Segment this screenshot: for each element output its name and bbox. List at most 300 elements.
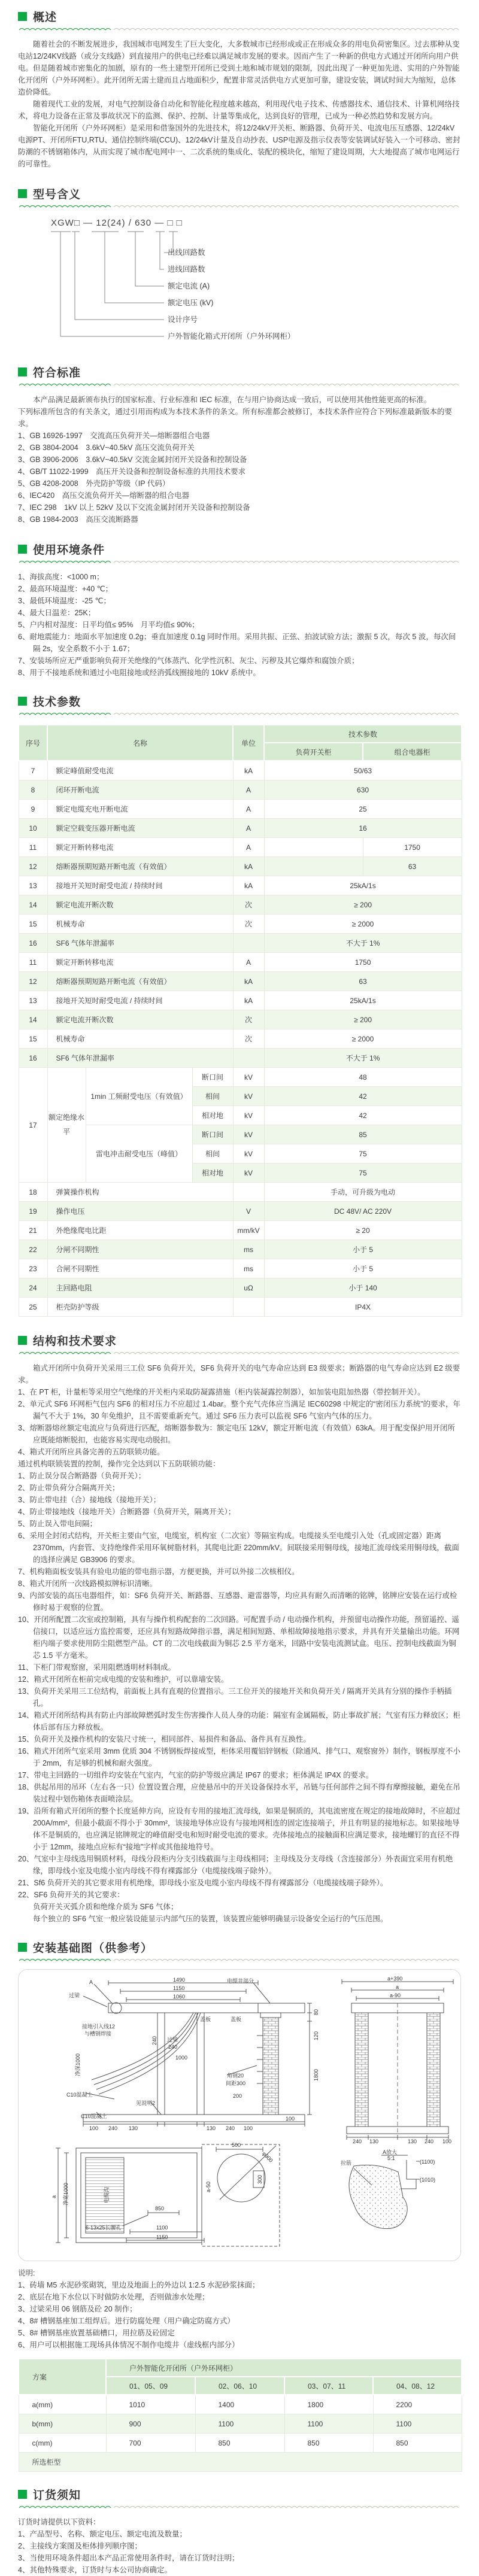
table-cell: 1750 (264, 953, 462, 972)
table-cell: 63 (363, 857, 462, 876)
ordering-intro-line (18, 2516, 461, 2528)
table-cell: 1010 (106, 2395, 195, 2414)
list-item: 2、GB 3804-2004 3.6kV~40.5kV 高压交流负荷开关 (18, 443, 195, 452)
page-section-title: 安装基础图（供参考） (33, 1942, 153, 1955)
diagram-label: 1060 (173, 1994, 186, 2000)
diagram-label: 240 (168, 2044, 178, 2050)
list-item: 3、熔断器熔丝额定电流应与负荷进行匹配，熔断器参数为：额定电压 12kV，额定开断电流（有效值）63kA。用于配变保护用开闭所应既能熔断脱扣，也能容易实现电动脱扣。 (18, 1424, 455, 1444)
wavy-divider (18, 203, 461, 209)
page-section-title: 结构和技术要求 (33, 1335, 117, 1348)
list-item: 下列标准所包含的有关条文，通过引用而构成为本技术条件的条文。所有标准都会被修订，本技术条件应符合下列标准最新版本的要求。 (18, 408, 453, 428)
diagram-label: 间距300 (226, 2080, 246, 2086)
table-cell: kA (233, 991, 264, 1010)
list-item: 15、负荷开关及操作机构的安装尺寸统一，相同部件、易损件和备品、备件具有互换性。 (18, 1735, 311, 1743)
table-cell (233, 1183, 264, 1202)
diagram-label: 电缆井部分 (227, 1978, 254, 1984)
list-item: 4、其他特殊要求，订货时与本公司协商确定。 (18, 2566, 172, 2574)
list-item: 7、机构箱面板安装具有验电功能的带电指示器，方便更换，并可以外接二次核相仪。 (18, 1568, 299, 1576)
table-cell: 柜壳防护等级 (47, 1298, 233, 1317)
diagram-label: 100 (286, 2116, 295, 2122)
table-cell: 9 (19, 800, 47, 819)
table-cell: 16 (19, 1049, 47, 1068)
table-header-cell: 03、07、11 (284, 2377, 373, 2395)
table-cell: 相对地 (192, 1164, 233, 1183)
table-cell: 额定电流开断次数 (47, 895, 233, 915)
table-row (19, 991, 462, 1010)
diagram-label: (1010) (420, 2177, 436, 2183)
table-cell: 75 (264, 1164, 462, 1183)
wavy-divider (18, 559, 461, 565)
list-item: 4、GB/T 11022-1999 高压开关设备和控制设备标准的共用技术要求 (18, 467, 246, 476)
table-cell: 小于 5 (264, 1240, 462, 1259)
list-item: 11、下柜门带观察窗，采用阻燃透明材料制成。 (18, 1663, 175, 1672)
table-header-row (19, 2359, 462, 2377)
model-label-design-no: 设计序号 (168, 315, 198, 324)
table-cell: 14 (19, 1010, 47, 1029)
table-cell: 10 (19, 819, 47, 838)
table-cell: 机械寿命 (47, 1029, 233, 1049)
overview-paragraphs (18, 38, 461, 170)
diagram-label: a (51, 2195, 57, 2198)
table-cell: 25kA/1s (264, 991, 462, 1010)
table-cell: 11 (19, 838, 47, 857)
table-cell: 630 (264, 780, 462, 800)
table-row (19, 1298, 462, 1317)
diagram-label: 盖板 (200, 2016, 211, 2022)
table-cell: 25 (19, 1298, 47, 1317)
diagram-label: 100 (244, 2125, 253, 2131)
list-item: 3、最低环境温度：-25 ℃； (18, 597, 111, 605)
table-cell: uΩ (233, 1278, 264, 1298)
table-cell: 12 (19, 857, 47, 876)
table-cell: kV (233, 1164, 264, 1183)
table-cell: 14 (19, 895, 47, 915)
table-row (19, 895, 462, 915)
tech-params-table (18, 724, 462, 1317)
diagram-label: 见说明2 (136, 2100, 156, 2106)
section-header (18, 693, 461, 709)
table-cell: 熔断器预期短路开断电流（有效值） (47, 857, 233, 876)
wavy-divider (18, 382, 461, 388)
table-cell: 合闸不同期性 (47, 1259, 233, 1278)
table-cell: 雷电冲击耐受电压（峰值） (86, 1125, 192, 1183)
table-header-cell: 04、08、12 (373, 2377, 462, 2395)
green-square-bullet-icon (18, 189, 27, 198)
list-item: 1、在 PT 柜，计量柜等采用空气绝缘的开关柜内采取防凝露措施（柜内装凝露控制器），如加装电阻加热器（带控制开关）。 (18, 1388, 425, 1396)
plan-dimension-table (18, 2358, 462, 2472)
table-cell: 手动，可升级为电动 (264, 1183, 462, 1202)
table-header-cell: 组合电器柜 (363, 743, 462, 761)
wavy-divider (18, 2504, 461, 2510)
table-cell: 16 (19, 934, 47, 953)
diagram-label: 240 (353, 2138, 362, 2144)
table-row (19, 1278, 462, 1298)
table-cell: 850 (373, 2434, 462, 2453)
section-structure (18, 1332, 461, 1925)
page-section-title: 符合标准 (33, 367, 81, 379)
table-cell: ms (233, 1240, 264, 1259)
section-install (18, 1939, 461, 2472)
table-cell: kA (233, 876, 264, 895)
table-row (19, 857, 462, 876)
table-row (19, 1221, 462, 1240)
table-row (19, 1183, 462, 1202)
table-cell: 850 (284, 2434, 373, 2453)
table-cell (264, 857, 363, 876)
diagram-label: 80 (313, 2009, 319, 2015)
diagram-label: a-50 (205, 2181, 211, 2192)
table-cell: 85 (264, 1125, 462, 1144)
table-cell: 不大于 1% (264, 1049, 462, 1068)
diagram-label: 300 (257, 2174, 263, 2184)
list-item: 每个独立的 SF6 气室一般应装设能显示内部气压的装置，该装置应能够明确显示设备安全运行的气压范围。 (18, 1915, 388, 1923)
table-row (19, 876, 462, 895)
table-cell: 13 (19, 876, 47, 895)
table-cell: 相间 (192, 1144, 233, 1164)
diagram-label: 净宽1000 (63, 2182, 69, 2206)
table-row (19, 1259, 462, 1278)
table-cell: 不大于 1% (264, 934, 462, 953)
table-cell: 63 (264, 972, 462, 991)
table-cell: kV (233, 1144, 264, 1164)
table-cell: IP4X (264, 1298, 462, 1317)
table-cell: A (233, 953, 264, 972)
table-cell: 24 (19, 1278, 47, 1298)
diagram-label: 5:1 (387, 2155, 395, 2161)
list-item: 5、GB 4208-2008 外壳防护等级（IP 代码） (18, 479, 170, 488)
table-cell: 机械寿命 (47, 915, 233, 934)
table-header-cell: 名称 (47, 725, 233, 761)
table-cell: ≥ 200 (264, 1010, 462, 1029)
list-item: 1、海拔高度：<1000 m； (18, 573, 104, 581)
diagram-label: 240 (151, 2036, 157, 2045)
diagram-label: 1150 (173, 1985, 185, 1991)
page-section-title: 使用环境条件 (33, 544, 105, 557)
table-header-cell: 方案 (19, 2359, 106, 2395)
list-item: 9、内部安装的高压电器组件，如：SF6 负荷开关、断路器、互感器、避雷器等，均应具有耐久而清晰的铭牌，铭牌应安装在运行或检修时易于观察的位置。 (18, 1591, 457, 1612)
wavy-divider (18, 1350, 461, 1356)
table-cell: 12 (19, 972, 47, 991)
table-row (19, 1240, 462, 1259)
table-cell: 48 (264, 1068, 462, 1087)
list-item: 5、户内相对湿度：日平均值≤ 95% 月平均值≤ 90%； (18, 621, 199, 629)
diagram-label: A (89, 1979, 93, 1985)
list-item: 6、用户可以根据施工现场具体情况不制作电缆井（虚线框内部分） (18, 2341, 240, 2349)
table-cell: kA (233, 857, 264, 876)
section-environment (18, 541, 461, 679)
wavy-divider (18, 711, 461, 717)
list-item: 1、砖墙 M5 水泥砂浆砌筑，里边及地面上的外边以 1:2.5 水泥砂浆抹面； (18, 2281, 260, 2289)
table-row (19, 800, 462, 819)
table-header-row (19, 725, 462, 743)
table-row (19, 1049, 462, 1068)
table-cell (233, 934, 264, 953)
list-item: 6、采用全封闭式结构，开关柜主要由气室，电缆室，机构室（二次室）等隔室构成。电缆接头至电缆引入处（孔或固定器）距离 2370mm，内套管、支持绝缘件采用环氧树脂材料，其爬电比距 220mm/kV。间联接采用铜母线，接地汇流母线采用铜母线，截面的选择应满足 GB3906 的要求。 (18, 1532, 459, 1564)
table-header-cell: 01、05、09 (106, 2377, 195, 2395)
list-item: 12、箱式开闭所在柜前完成电缆的安装和维护，可以靠墙安装。 (18, 1675, 229, 1684)
diagram-label: 1800 (313, 2068, 319, 2081)
standards-list (18, 430, 461, 525)
list-item: 2、防止带负荷分合隔离开关； (18, 1484, 120, 1492)
table-header-cell: 户外智能化开闭所（户外环网柜） (106, 2359, 462, 2377)
table-cell: kV (233, 1125, 264, 1144)
table-cell: 42 (264, 1106, 462, 1125)
table-cell: 1100 (284, 2414, 373, 2434)
table-row (19, 819, 462, 838)
table-cell (264, 838, 363, 857)
table-cell: kV (233, 1106, 264, 1125)
diagram-label: 拉筋 (341, 2160, 352, 2166)
table-cell: ≥ 2000 (264, 1029, 462, 1049)
section-header (18, 1939, 461, 1955)
green-square-bullet-icon (18, 2490, 27, 2499)
diagram-label: 240 (425, 2138, 434, 2144)
diagram-label: 500 (232, 2142, 241, 2148)
section-header (18, 1332, 461, 1348)
table-cell: 额定峰值耐受电流 (47, 761, 233, 780)
list-item: 智能化开闭所（户外环网柜）是采用和借鉴国外的先进技术，将12/24kV开关柜、断路器、负荷开关、电流电压互感器、12/24kV电源PT、开闭所FTU,RTU、通信控制终端(CCU)、12/24kV计量及自动抄表、USP电源及指示仪表等安装调试好装入一个可移动、密封防潮的不锈钢箱体内，从而实现了城市配电网中一、二次系统的集成化、装配的模块化，缩短了建设周期，大大地提高了城市电网运行的可靠性。 (18, 124, 460, 168)
section-overview (18, 8, 461, 170)
table-cell: 额定电流开断次数 (47, 1010, 233, 1029)
diagram-label: a (396, 1984, 399, 1990)
list-item: 本产品满足最新颁布执行的国家标准、行业标准和 IEC 标准，在与用户协商达成一致后，可以使用其他性能更高的标准。 (33, 396, 432, 404)
table-cell: kV (233, 1068, 264, 1087)
table-cell: a(mm) (19, 2395, 106, 2414)
page-section-title: 技术参数 (33, 696, 81, 709)
table-cell: 1100 (195, 2414, 284, 2434)
wavy-divider (18, 1957, 461, 1963)
diagram-label: 1150 (156, 2234, 168, 2240)
green-square-bullet-icon (18, 12, 27, 21)
list-item: 随着社会的不断发展进步，我国城市电网发生了巨大变化，大多数城市已经形成或正在形成众多的用电负荷密集区。过去那种从变电站12/24KV线路（或分支线路）到直接用户的供电已经难以满足城市发展的要求。因而产生了一种新的供电方式通过开闭所向用户供电。但是随着城市密集化的加剧，原有的一些土建型开闭所已受到土地和城市规划的限制，因此出现了一种更加先进、实用的户外智能化开闭所（户外环网柜）。此开闭所无需土建而且占地面积少，配置非常灵活供电方式更加可靠，建设安装，调试时间大为缩短，总体造价降低。 (18, 40, 460, 96)
table-row (19, 2395, 462, 2414)
model-label-outgoing: 出线回路数 (168, 248, 205, 257)
list-item: 1、产品型号、名称、额定电压、额定电流及数量； (18, 2530, 187, 2538)
diagram-label: 130 (369, 2138, 379, 2144)
list-item: 22、SF6 负荷开关的其它要求： (18, 1891, 125, 1899)
table-cell: 次 (233, 1010, 264, 1029)
table-cell: 75 (264, 1144, 462, 1164)
table-cell: kV (233, 1087, 264, 1106)
table-cell: 次 (233, 895, 264, 915)
table-cell: 22 (19, 1240, 47, 1259)
table-cell: 50/63 (264, 761, 462, 780)
diagram-label: 1100 (156, 2225, 168, 2231)
diagram-label: 盖板 (231, 2016, 242, 2022)
diagram-label: 6-13x25长腰孔 (86, 2225, 122, 2231)
table-cell: 相间 (192, 1087, 233, 1106)
section-model (18, 186, 461, 346)
table-cell: 外绝缘爬电比距 (47, 1221, 233, 1240)
diagram-label: 200 (233, 2093, 242, 2099)
model-meaning-diagram (18, 215, 461, 346)
list-item: 1、防止误分误合断路器（负荷开关）； (18, 1472, 146, 1480)
model-label-product: 户外智能化箱式开闭所（户外环网柜） (168, 332, 295, 341)
section-header (18, 8, 461, 25)
table-cell: DC 48V/ AC 220V (264, 1202, 462, 1221)
table-cell: 额定电缆充电开断电流 (47, 800, 233, 819)
diagram-label: 850 (155, 2206, 165, 2212)
table-cell: 次 (233, 915, 264, 934)
ordering-intro: 订货时请提供以下资料： (18, 2518, 101, 2526)
list-item: 13、负荷开关采用三工位结构，前面板上具有直观的位置指示。三工位开关的接地开关和负荷开关 / 隔离开关具有分别的操作手柄插孔。 (18, 1687, 452, 1708)
list-item: 4、防止带接地线（接地开关）合断路器（负荷开关，隔离开关）； (18, 1508, 236, 1516)
table-cell: 额定开断转移电流 (47, 953, 233, 972)
table-cell: 900 (106, 2414, 195, 2434)
page-section-title: 型号含义 (33, 189, 81, 201)
table-cell: 13 (19, 991, 47, 1010)
section-ordering (18, 2486, 461, 2576)
list-item: 6、耐地震能力：地面水平加速度 0.2g；垂直加速度 0.1g 同时作用。采用共振、正弦、拍波试验方法；激振 5 次，每次 5 波，每次间隔 2s，安全系数不小于 1.67； (18, 633, 456, 653)
table-row (19, 2414, 462, 2434)
table-cell: 断口间 (192, 1068, 233, 1087)
diagram-label: 角钢20 (227, 2073, 244, 2079)
list-item: 17、带电主回路的一切组件均安装在气室内，气室的防护等级应满足 IP67 的要求；柜体满足 IP4X 的要求。 (18, 1771, 374, 1779)
table-cell: b(mm) (19, 2414, 106, 2434)
list-item: 3、过梁采用 06 钢筋及砼 20 制作； (18, 2305, 137, 2313)
table-cell: 主回路电阻 (47, 1278, 233, 1298)
ordering-list (18, 2528, 461, 2576)
list-item: 负荷开关灭弧介质和绝缘介质为 SF6 气体； (18, 1903, 178, 1911)
diagram-label: 100 (442, 2138, 452, 2144)
table-cell (233, 1049, 264, 1068)
green-square-bullet-icon (18, 545, 27, 554)
table-row (19, 2453, 462, 2472)
list-item: 19、沿所有箱式开闭所的整个长度延伸方向，应设有专用的接地汇流母线，如果是铜质的，其电流密度在规定的接地故障时，不应超过 200A/mm²，但最小截面不得小于 30mm²，该接地导体应设有与接地网相连的固定连接端子，并且有明显的接地标志。如果接地导体不是铜质的，也应满足铭牌规定的峰值耐受电和短时耐受电流的要求。壳体接地点的接触面积应满足要求，接地螺钉的直径不得小于 12mm，接地点应标有“接地”字样或其他接地符号。 (18, 1807, 460, 1851)
table-cell: 42 (264, 1087, 462, 1106)
table-cell (233, 1298, 264, 1317)
table-row (19, 761, 462, 780)
diagram-label: 与槽钢焊接 (84, 2031, 112, 2037)
diagram-label: 过梁 (69, 1992, 80, 1998)
list-item: 5、防止误入带电间隔； (18, 1520, 97, 1528)
table-row (19, 2434, 462, 2453)
list-item: 21、Sf6 负荷开关的其它要求用有机绝缘，即母线小室及电缆小室内母线不得有裸露部分（电缆接线端子除外）。 (18, 1879, 388, 1887)
install-notes-title: 说明: (18, 2269, 35, 2277)
table-cell: 额定空载变压器开断电流 (47, 819, 233, 838)
list-item: 随着现代工业的发展，对电气控制设备自动化和智能化程度越来越高，利用现代电子技术、传感器技术、通信技术、计算机网络技术，将电力设备在正常及事故状况下的监测、保护、控制、计量等集成化，达到良好的管理，已成为一种必然趋势和发展方向。 (18, 100, 460, 120)
table-cell: kA (233, 972, 264, 991)
table-cell: 7 (19, 761, 47, 780)
section-standards (18, 364, 461, 525)
diagram-label: C10混凝土 (81, 2113, 107, 2119)
model-label-voltage: 额定电压 (kV) (168, 299, 214, 307)
diagram-label: 1000 (175, 2055, 188, 2061)
model-label-current: 额定电流 (A) (168, 282, 210, 290)
list-item: 5、8# 槽钢基座放置基础槽口，用拉筋及砼固定 (18, 2329, 175, 2337)
table-header-cell: 负荷开关柜 (264, 743, 363, 761)
diagram-label: 净深1000 (75, 2053, 81, 2076)
environment-list (18, 571, 461, 679)
list-item: 8、用于不接地系统和通过小电阻接地或经消弧线圈接地的 10kV 系统中。 (18, 669, 260, 677)
table-cell: ms (233, 1259, 264, 1278)
table-cell: 18 (19, 1183, 47, 1202)
list-item: 8、箱式开闭所一次线路模拟牌标识清晰。 (18, 1579, 157, 1588)
list-item: 2、主接线方案图及柜体排列顺序图； (18, 2542, 142, 2550)
table-header-cell: 02、06、10 (195, 2377, 284, 2395)
diagram-label: C10混凝土 (66, 2092, 93, 2098)
table-row (19, 838, 462, 857)
list-item: 3、当使用环境条件超出本产品正常使用条件时，请在订货时注明； (18, 2554, 240, 2562)
table-cell: 接地开关短时耐受电流 / 持续时间 (47, 991, 233, 1010)
table-cell: 8 (19, 780, 47, 800)
table-row (19, 780, 462, 800)
page-section-title: 概述 (33, 11, 57, 24)
table-cell: 分闸不同期性 (47, 1240, 233, 1259)
table-cell: 闭环开断电流 (47, 780, 233, 800)
diagram-label: a-90 (390, 1992, 401, 1998)
green-square-bullet-icon (18, 367, 27, 376)
diagram-label: 130 (207, 2125, 216, 2131)
list-item: 20、气室中主母线选用铜质材料，母线分段柜内分支引线截面与主母线相同；主母线及分支母线（含连接部分）外表面宜采用有机绝缘，即母线小室及电缆小室内母线不得有裸露部分（电缆接线端子除外）。 (18, 1855, 453, 1875)
list-item: 10、开闭所配置二次室或控制箱，具有与操作机构配套的二次回路。可配置手动 / 电动操作机构，并预留电动操作功能，预留遥控、遥信接口，以适应远方监控需要，还应具有短路故障指示器，满足相间短路、单相故障接地指示要求，并具有开关量输出功能。环网柜内端子要求使用防尘阻燃型产品。CT 的二次电线截面为铜芯 2.5 平方毫米，回路中安装电流测试盒。电压、控制电线截面为铜芯 1.5 平方毫米。 (18, 1615, 460, 1660)
list-item: 18、供起吊用的吊环（左右各一只）位置设置合理，应使悬吊中的开关设备保持水平，吊链与任何部件之间不得有摩擦接触，避免在吊装过程中划伤箱体表面喷涂层。 (18, 1783, 460, 1803)
table-cell: 23 (19, 1259, 47, 1278)
table-cell: SF6 气体年泄漏率 (47, 1049, 233, 1068)
wavy-divider (18, 26, 461, 32)
diagram-label: 240 (108, 2125, 118, 2131)
table-row (19, 1202, 462, 1221)
green-square-bullet-icon (18, 697, 27, 706)
list-item: 14、箱式开闭所结构具有防止内部故障燃弧时发生伤害操作人员人身的功能：隔室有金属隔板，防止事故扩展；气室有压力释放区；柜体后部有压力释放板。 (18, 1711, 460, 1731)
list-item: 2、最高环境温度：+40 ℃； (18, 585, 113, 593)
diagram-label: a+390 (387, 1976, 403, 1982)
table-header-cell: 技术参数 (264, 725, 462, 743)
table-cell: 小于 140 (264, 1278, 462, 1298)
diagram-label: 1490 (173, 1977, 186, 1983)
table-cell: 700 (106, 2434, 195, 2453)
list-item: 4、8# 槽钢基座加工组焊后。进行防腐处理（用户确定防腐方式） (18, 2317, 235, 2325)
table-cell: 1100 (373, 2414, 462, 2434)
section-header (18, 364, 461, 380)
structure-list (18, 1386, 461, 1925)
table-cell: 操作电压 (47, 1202, 233, 1221)
diagram-label: A放大 (383, 2149, 398, 2155)
table-cell: 所选柜型 (19, 2453, 462, 2472)
section-header (18, 2486, 461, 2502)
table-cell: kA (233, 761, 264, 780)
list-item: 2、单元式 SF6 环网柜气包内 SF6 的相对压力不应超过 1.4bar。整个充气壳体应当满足 IEC60298 中规定的“密闭压力系统”的要求，年漏气不大于 1%，30 年免维护，且不需要重新充气。通过 SF6 压力表可以监视 SF6 气室内气体的压力。 (18, 1400, 460, 1420)
list-item: 4、箱式开闭所应具备完善的五防联锁功能。 (18, 1448, 165, 1456)
diagram-label: 接地引入线12 (82, 2024, 116, 2030)
table-row (19, 1029, 462, 1049)
list-item: 8、GB 1984-2003 高压交流断路器 (18, 515, 138, 524)
table-cell: 1min 工频耐受电压（有效值） (86, 1068, 192, 1125)
list-item: 通过机构联锁装置的控制，操作完全达到以下五防联锁功能： (18, 1460, 220, 1468)
table-row (19, 934, 462, 953)
table-cell: 2200 (373, 2395, 462, 2414)
install-notes-list (18, 2279, 461, 2351)
list-item: 3、GB 3906-2006 3.6kV~40.5kV 交流金属封闭开关设备和控制设备 (18, 455, 247, 464)
section-header (18, 186, 461, 202)
table-cell: 15 (19, 1029, 47, 1049)
diagram-label: 120 (313, 2031, 319, 2040)
list-item: 6、IEC420 高压交流负荷开关—熔断器的组合电器 (18, 491, 190, 500)
table-cell: ≥ 200 (264, 895, 462, 915)
model-code: XGW□ — 12(24) / 630 — □ □ (51, 218, 183, 228)
table-cell: 接地开关短时耐受电流 / 持续时间 (47, 876, 233, 895)
install-diagram (19, 1976, 462, 2257)
list-item: 2、底层在地下水位以下时做防水处理，否则做渗水处理； (18, 2293, 210, 2301)
table-cell: SF6 气体年泄漏率 (47, 934, 233, 953)
table-header-cell: 序号 (19, 725, 47, 761)
table-cell: 小于 5 (264, 1259, 462, 1278)
green-square-bullet-icon (18, 1336, 27, 1345)
table-cell: 弹簧操作机构 (47, 1183, 233, 1202)
structure-intro: 箱式开闭所中负荷开关采用三工位 SF6 负荷开关，SF6 负荷开关的电气寿命应达到 E3 级要求；断路器的电气寿命应达到 E2 级要求。 (18, 1364, 460, 1384)
standards-intro (18, 394, 461, 430)
table-cell: V (233, 1202, 264, 1221)
